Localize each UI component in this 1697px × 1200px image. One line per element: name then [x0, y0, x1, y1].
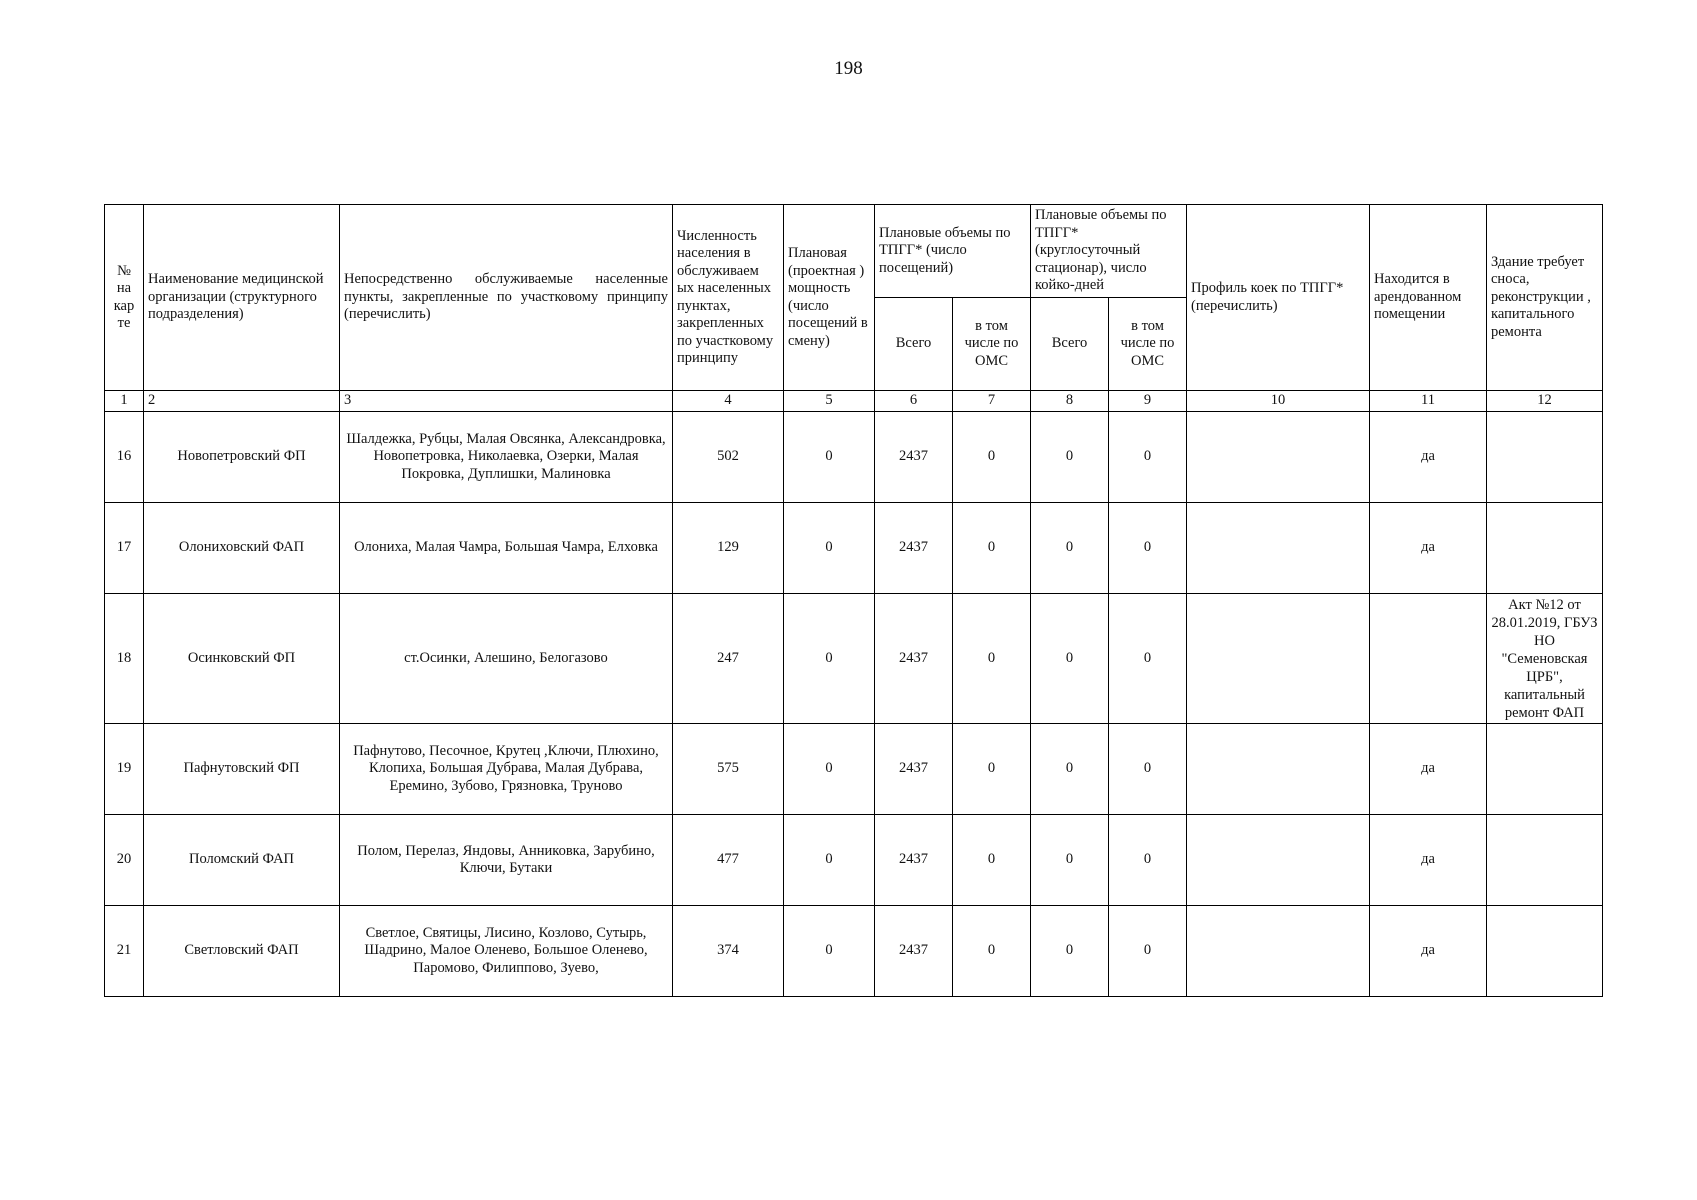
cell-capacity: 0	[784, 815, 875, 906]
cell-building	[1487, 724, 1603, 815]
header-visits-total: Всего	[875, 298, 953, 391]
page-number: 198	[834, 58, 863, 79]
cell-organization-name: Пафнутовский ФП	[144, 724, 340, 815]
table-row	[105, 412, 1603, 503]
cell-visits-total: 2437	[875, 906, 953, 997]
header-building-repair: Здание требует сноса, реконструкции , капитального ремонта	[1487, 205, 1603, 391]
cell-visits-total: 2437	[875, 412, 953, 503]
cell-beds-total: 0	[1031, 412, 1109, 503]
cell-population: 502	[673, 412, 784, 503]
column-number: 6	[875, 391, 953, 412]
cell-building	[1487, 906, 1603, 997]
cell-bed-profile	[1187, 815, 1370, 906]
cell-visits-total: 2437	[875, 724, 953, 815]
cell-organization-name: Поломский ФАП	[144, 815, 340, 906]
cell-visits-oms: 0	[953, 724, 1031, 815]
column-number: 8	[1031, 391, 1109, 412]
cell-visits-oms: 0	[953, 412, 1031, 503]
cell-building	[1487, 503, 1603, 594]
cell-population: 374	[673, 906, 784, 997]
cell-capacity: 0	[784, 594, 875, 724]
facilities-table	[104, 204, 1603, 997]
cell-beds-oms: 0	[1109, 503, 1187, 594]
table-row	[105, 815, 1603, 906]
table-row	[105, 503, 1603, 594]
cell-rented: да	[1370, 412, 1487, 503]
header-capacity: Плановая (проектная ) мощность (число посещений в смену)	[784, 205, 875, 391]
header-population: Численность населения в обслуживаем ых населенных пунктах, закрепленных по участковому принципу	[673, 205, 784, 391]
header-planned-visits: Плановые объемы по ТПГГ* (число посещений)	[875, 205, 1031, 298]
cell-map-number: 18	[105, 594, 144, 724]
cell-rented: да	[1370, 503, 1487, 594]
cell-beds-oms: 0	[1109, 594, 1187, 724]
cell-visits-total: 2437	[875, 815, 953, 906]
table-row	[105, 906, 1603, 997]
cell-building	[1487, 412, 1603, 503]
cell-organization-name: Олониховский ФАП	[144, 503, 340, 594]
cell-settlements: Полом, Перелаз, Яндовы, Анниковка, Зарубино, Ключи, Бутаки	[340, 815, 673, 906]
header-map-number: № на кар те	[105, 205, 144, 391]
cell-map-number: 16	[105, 412, 144, 503]
cell-beds-oms: 0	[1109, 815, 1187, 906]
cell-map-number: 21	[105, 906, 144, 997]
cell-organization-name: Осинковский ФП	[144, 594, 340, 724]
cell-rented: да	[1370, 724, 1487, 815]
cell-visits-oms: 0	[953, 815, 1031, 906]
cell-beds-oms: 0	[1109, 724, 1187, 815]
header-organization-name: Наименование медицинской организации (структурного подразделения)	[144, 205, 340, 391]
cell-capacity: 0	[784, 906, 875, 997]
cell-settlements: Шалдежка, Рубцы, Малая Овсянка, Александровка, Новопетровка, Николаевка, Озерки, Малая Покровка, Дуплишки, Малиновка	[340, 412, 673, 503]
cell-capacity: 0	[784, 724, 875, 815]
column-number: 12	[1487, 391, 1603, 412]
cell-organization-name: Новопетровский ФП	[144, 412, 340, 503]
column-number: 5	[784, 391, 875, 412]
cell-map-number: 20	[105, 815, 144, 906]
cell-population: 575	[673, 724, 784, 815]
cell-population: 129	[673, 503, 784, 594]
header-beds-total: Всего	[1031, 298, 1109, 391]
cell-beds-total: 0	[1031, 503, 1109, 594]
cell-rented: да	[1370, 906, 1487, 997]
cell-organization-name: Светловский ФАП	[144, 906, 340, 997]
cell-settlements: Пафнутово, Песочное, Крутец ,Ключи, Плюхино, Клопиха, Большая Дубрава, Малая Дубрава, Еремино, Зубово, Грязновка, Труново	[340, 724, 673, 815]
cell-building: Акт №12 от 28.01.2019, ГБУЗ НО "Семеновская ЦРБ", капитальный ремонт ФАП	[1487, 594, 1603, 724]
cell-beds-total: 0	[1031, 594, 1109, 724]
column-number: 7	[953, 391, 1031, 412]
cell-settlements: Светлое, Святицы, Лисино, Козлово, Сутырь, Шадрино, Малое Оленево, Большое Оленево, Паромово, Филиппово, Зуево,	[340, 906, 673, 997]
column-number-row	[105, 391, 1603, 412]
column-number: 9	[1109, 391, 1187, 412]
cell-beds-total: 0	[1031, 906, 1109, 997]
column-number: 3	[340, 391, 673, 412]
cell-rented	[1370, 594, 1487, 724]
cell-rented: да	[1370, 815, 1487, 906]
cell-population: 247	[673, 594, 784, 724]
cell-building	[1487, 815, 1603, 906]
cell-map-number: 17	[105, 503, 144, 594]
column-number: 10	[1187, 391, 1370, 412]
cell-capacity: 0	[784, 412, 875, 503]
column-number: 4	[673, 391, 784, 412]
header-beds-oms: в том числе по ОМС	[1109, 298, 1187, 391]
table-row	[105, 594, 1603, 724]
cell-population: 477	[673, 815, 784, 906]
cell-beds-oms: 0	[1109, 412, 1187, 503]
header-bed-profile: Профиль коек по ТПГГ* (перечислить)	[1187, 205, 1370, 391]
cell-visits-total: 2437	[875, 594, 953, 724]
cell-bed-profile	[1187, 412, 1370, 503]
cell-beds-oms: 0	[1109, 906, 1187, 997]
column-number: 11	[1370, 391, 1487, 412]
cell-settlements: Олониха, Малая Чамра, Большая Чамра, Елховка	[340, 503, 673, 594]
cell-settlements: ст.Осинки, Алешино, Белогазово	[340, 594, 673, 724]
header-planned-bed-days: Плановые объемы по ТПГГ* (круглосуточный стационар), число койко-дней	[1031, 205, 1187, 298]
column-number: 2	[144, 391, 340, 412]
cell-bed-profile	[1187, 906, 1370, 997]
header-settlements: Непосредственно обслуживаемые населенные пункты, закрепленные по участковому принципу (перечислить)	[340, 205, 673, 391]
cell-beds-total: 0	[1031, 815, 1109, 906]
cell-map-number: 19	[105, 724, 144, 815]
table-row	[105, 724, 1603, 815]
column-number: 1	[105, 391, 144, 412]
cell-beds-total: 0	[1031, 724, 1109, 815]
header-rented-premises: Находится в арендованном помещении	[1370, 205, 1487, 391]
cell-bed-profile	[1187, 503, 1370, 594]
cell-visits-total: 2437	[875, 503, 953, 594]
cell-bed-profile	[1187, 594, 1370, 724]
cell-visits-oms: 0	[953, 503, 1031, 594]
cell-capacity: 0	[784, 503, 875, 594]
header-visits-oms: в том числе по ОМС	[953, 298, 1031, 391]
cell-visits-oms: 0	[953, 906, 1031, 997]
cell-bed-profile	[1187, 724, 1370, 815]
cell-visits-oms: 0	[953, 594, 1031, 724]
